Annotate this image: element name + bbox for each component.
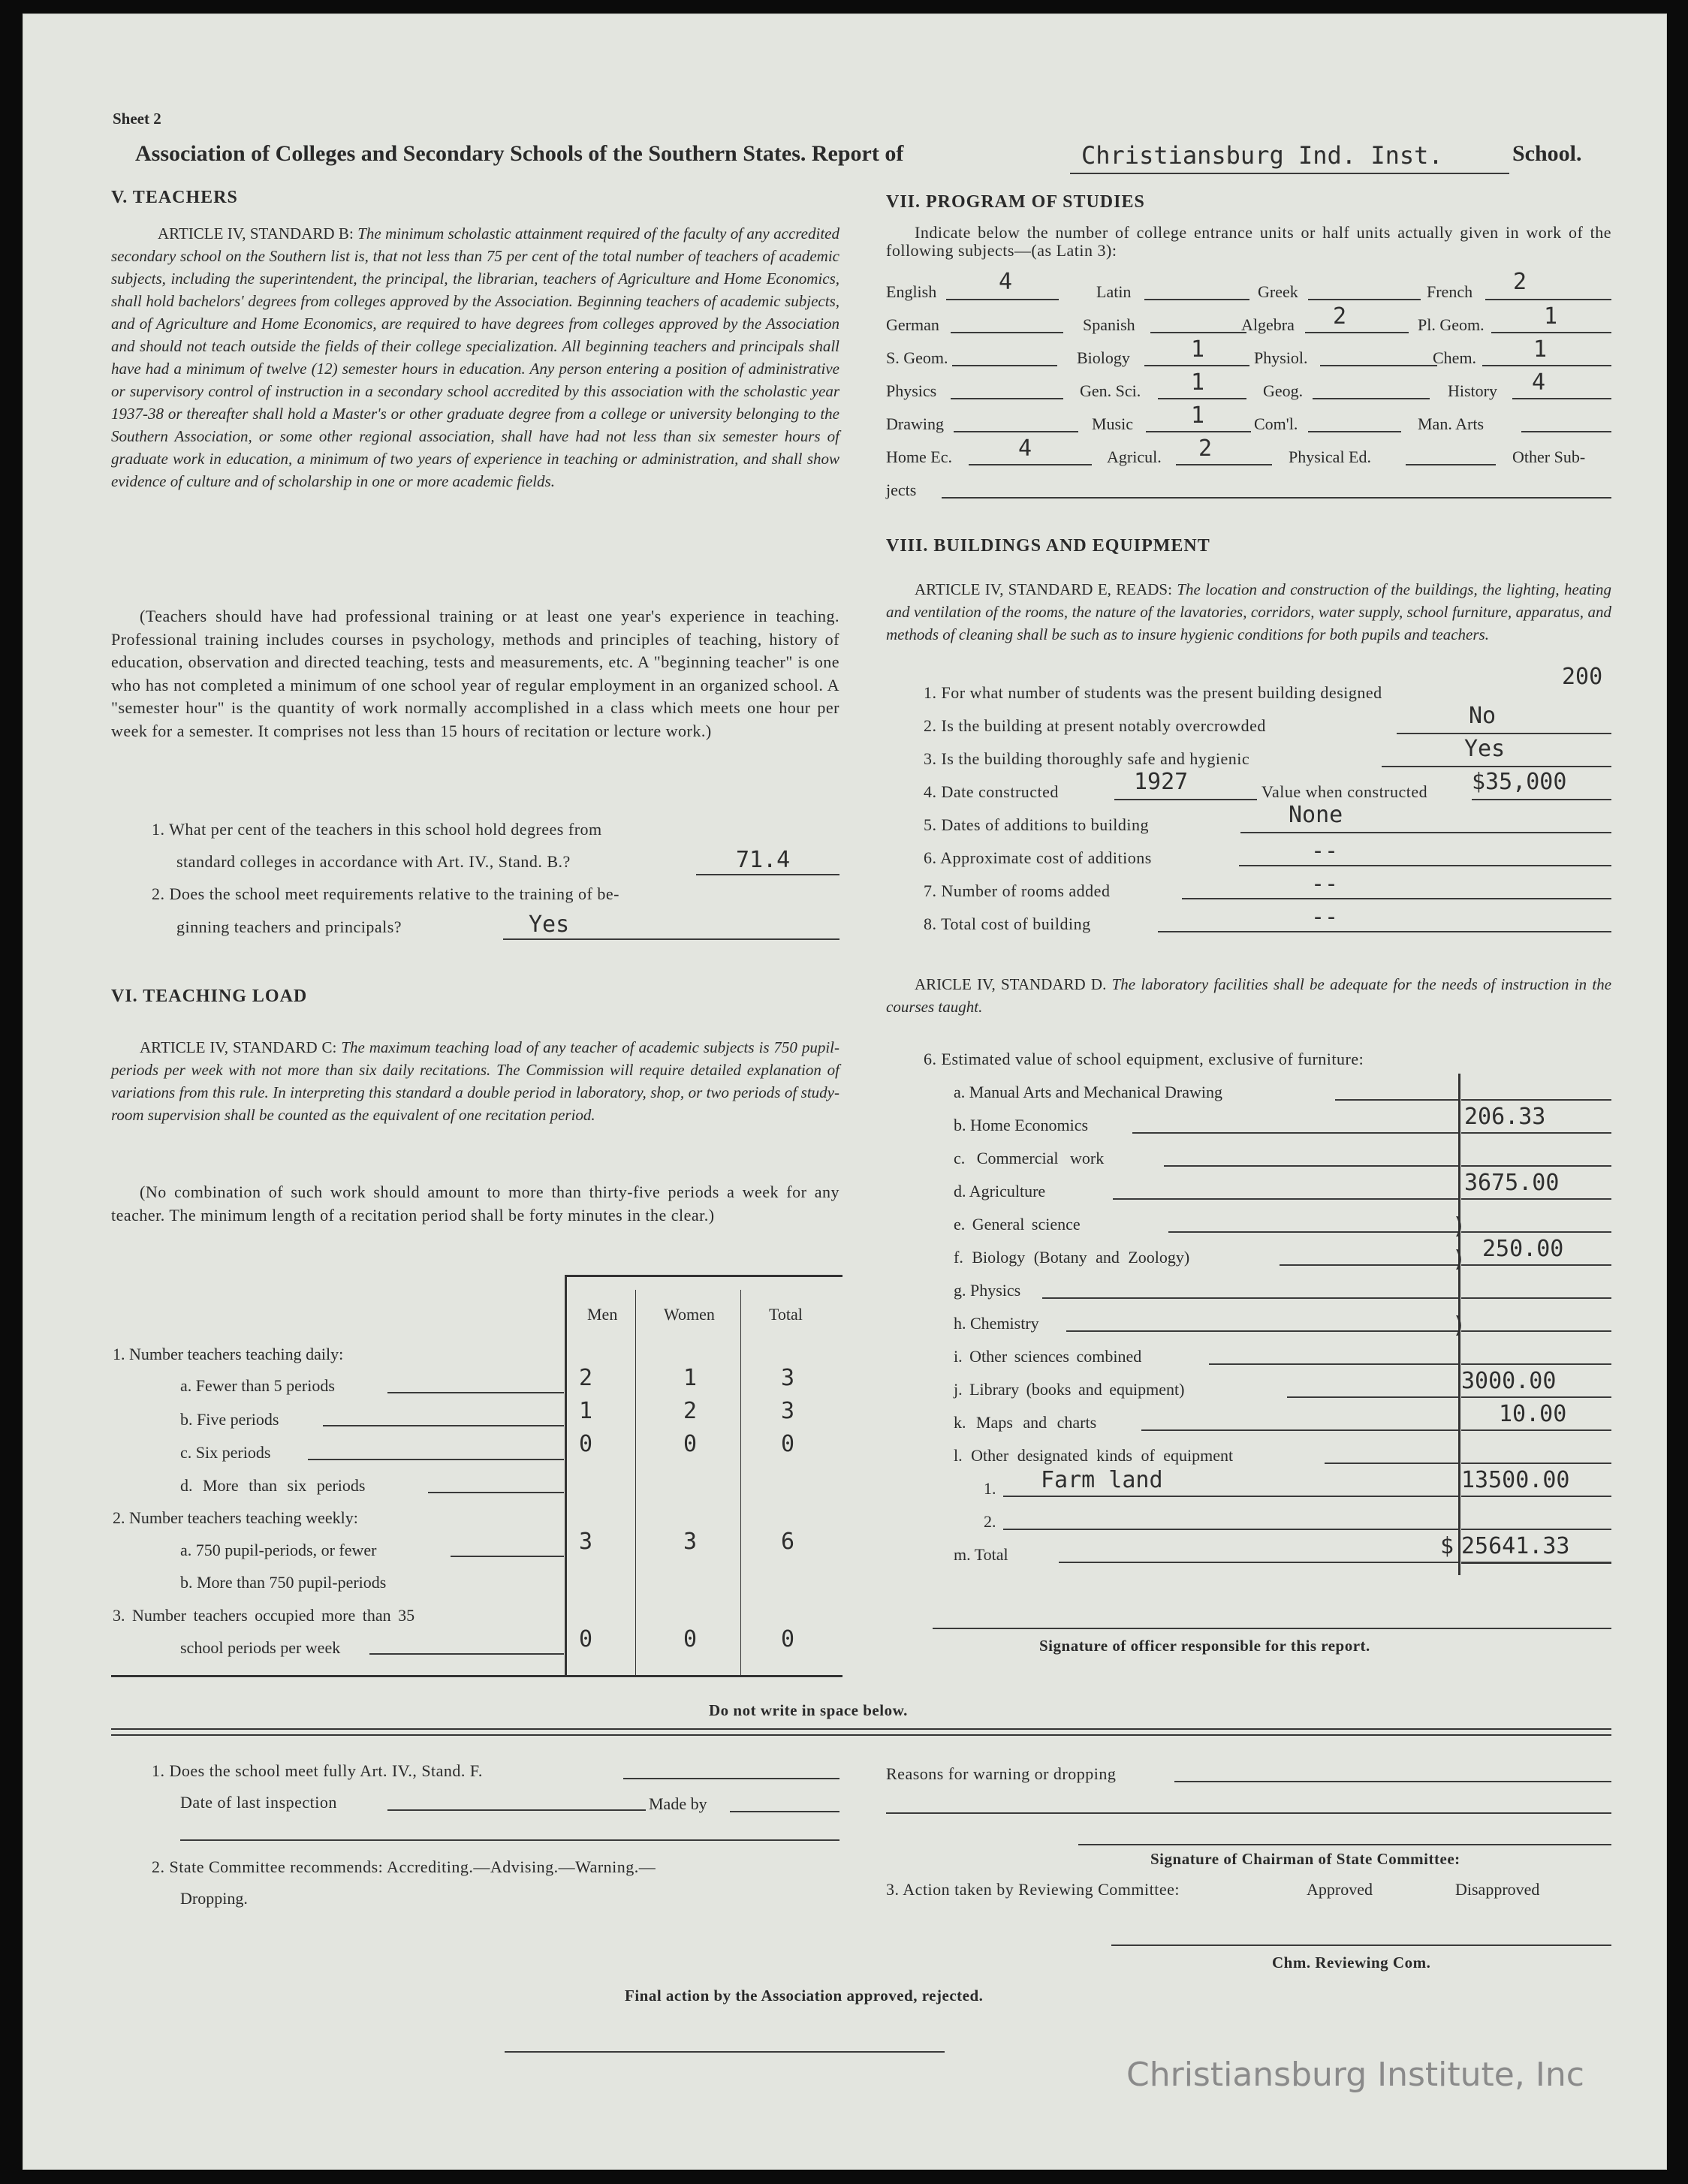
subject-line <box>1313 398 1430 399</box>
load-row-line <box>428 1492 564 1493</box>
subject-pl-geom-value: 1 <box>1544 303 1558 330</box>
subject-pl-geom: Pl. Geom. <box>1418 315 1485 334</box>
subject-line <box>1512 398 1611 399</box>
brace-mark: ) <box>1452 1213 1466 1240</box>
equipment-value-line <box>1461 1529 1611 1530</box>
subject-physiol: Physiol. <box>1254 348 1308 367</box>
equipment-value-line <box>1461 1099 1611 1101</box>
q2-answer: Yes <box>529 911 570 938</box>
load-row-line <box>323 1425 564 1426</box>
equipment-line <box>1113 1198 1458 1200</box>
subject-english: English <box>886 282 937 301</box>
equipment-line <box>1280 1264 1458 1266</box>
equipment-value-line <box>1461 1463 1611 1464</box>
load-row-label: b. Five periods <box>180 1410 279 1429</box>
subject-line <box>1482 365 1611 366</box>
subject-line <box>1144 365 1249 366</box>
load-table-rule-1 <box>635 1290 636 1676</box>
building-q2: 2. Is the building at present notably overcrowded <box>924 716 1266 735</box>
subject-greek: Greek <box>1258 282 1298 301</box>
q2-answer-line <box>503 938 839 940</box>
load-row-label: 2. Number teachers teaching weekly: <box>113 1508 358 1527</box>
subject-line <box>1146 431 1251 432</box>
load-row-total: 0 <box>781 1626 795 1652</box>
load-row-line <box>387 1392 564 1393</box>
q1-answer-line <box>696 874 839 875</box>
equipment-line <box>1003 1496 1458 1497</box>
teaching-load-standard-label: ARTICLE IV, STANDARD C: <box>140 1038 337 1056</box>
program-heading: VII. PROGRAM OF STUDIES <box>886 192 1145 212</box>
col-total: Total <box>769 1305 803 1324</box>
subject-agricul-value: 2 <box>1198 435 1213 462</box>
subject-jects: jects <box>886 480 917 499</box>
building-line <box>1114 799 1257 800</box>
subject-drawing: Drawing <box>886 414 944 433</box>
equipment-item: e. General science <box>954 1215 1081 1234</box>
load-row-label: 3. Number teachers occupied more than 35 <box>113 1606 415 1625</box>
equipment-item: j. Library (books and equipment) <box>954 1380 1185 1399</box>
equipment-total-value: 25641.33 <box>1461 1533 1570 1559</box>
load-row-label: c. Six periods <box>180 1443 271 1462</box>
teaching-load-note: (No combination of such work should amount to more than thirty-five periods a week for any teacher. The minimum length of a recitation period shall be forty minutes in the clear.) <box>111 1182 839 1225</box>
equipment-value-line <box>1461 1165 1611 1167</box>
equipment-value-line <box>1461 1429 1611 1431</box>
equipment-value-line <box>1461 1396 1611 1398</box>
teachers-standard-b <box>111 222 839 493</box>
lab-standard-label: ARICLE IV, STANDARD D. <box>915 975 1107 993</box>
equipment-line <box>1066 1330 1458 1332</box>
brace-mark: ) <box>1452 1246 1466 1273</box>
load-table-rule-2 <box>740 1290 741 1676</box>
other-equipment-1-text: Farm land <box>1041 1467 1163 1493</box>
last-inspection-line[interactable] <box>387 1809 646 1811</box>
equipment-value-line <box>1461 1496 1611 1497</box>
load-row-total: 0 <box>781 1431 795 1457</box>
building-line <box>1182 898 1611 899</box>
final-action-line[interactable] <box>505 2051 945 2053</box>
building-q8: 8. Total cost of building <box>924 914 1091 933</box>
sheet-number: Sheet 2 <box>113 110 161 128</box>
other-equipment-1-value: 13500.00 <box>1461 1467 1570 1493</box>
subject-music-value: 1 <box>1191 402 1205 429</box>
subject-biology-value: 1 <box>1191 336 1205 363</box>
load-row-women: 1 <box>683 1365 698 1391</box>
footer-chm-review: Chm. Reviewing Com. <box>1272 1954 1431 1972</box>
building-q4: 4. Date constructed <box>924 782 1059 801</box>
buildings-standard-text: The location and construction of the buildings, the lighting, heating and ventilation of the rooms, the nature of the lavatories, corridors, water supply, school furniture, apparatus, and methods of cleaning shall be such as to insure hygienic conditions for both pupils and teachers. <box>886 580 1611 643</box>
load-row-women: 0 <box>683 1431 698 1457</box>
footer-final-action: Final action by the Association approved, rejected. <box>625 1987 984 2005</box>
lab-standard-d <box>886 973 1611 1018</box>
subject-history-value: 4 <box>1532 369 1546 396</box>
subject-coml: Com'l. <box>1254 414 1298 433</box>
footer-approved: Approved <box>1307 1880 1373 1899</box>
subject-s-geom: S. Geom. <box>886 348 948 367</box>
load-row-women: 3 <box>683 1529 698 1555</box>
q1-answer: 71.4 <box>736 847 791 873</box>
subject-man-arts: Man. Arts <box>1418 414 1484 433</box>
document-page <box>23 14 1667 2170</box>
equipment-item: c. Commercial work <box>954 1149 1105 1167</box>
subject-gen-sci-value: 1 <box>1191 369 1205 396</box>
chairman-signature-line[interactable] <box>1078 1844 1611 1845</box>
load-row-line <box>369 1653 564 1655</box>
footer-q3: 3. Action taken by Reviewing Committee: <box>886 1880 1180 1899</box>
equipment-value-line <box>1461 1562 1611 1564</box>
teachers-heading: V. TEACHERS <box>111 188 238 207</box>
load-row-line <box>451 1556 564 1557</box>
subject-line <box>954 431 1078 432</box>
load-row-total: 6 <box>781 1529 795 1555</box>
equipment-item: g. Physics <box>954 1281 1021 1300</box>
building-value-label: Value when constructed <box>1261 782 1428 801</box>
teachers-note: (Teachers should have had professional training or at least one year's experience in teaching. Professional training includes courses in psychology, methods and principles of teaching, history of education, observation and directed teaching, tests and measurements, etc. A "beginning teacher" is one who has not completed a minimum of one school year of regular employment in an organized school. A "semester hour" is the quantity of work normally accomplished in a class which meets one hour per week for a semester. It comprises not less than 15 hours of recitation or lecture work.) <box>111 607 839 740</box>
school-name-line <box>1070 173 1509 174</box>
equipment-item: f. Biology (Botany and Zoology) <box>954 1248 1190 1267</box>
subject-line <box>1308 299 1421 300</box>
load-table-top-rule <box>565 1275 842 1277</box>
equipment-total-currency: $ <box>1440 1533 1454 1559</box>
subject-line <box>942 497 1611 499</box>
subject-chem-value: 1 <box>1533 336 1548 363</box>
footer-made-by: Made by <box>649 1794 707 1813</box>
subject-french-value: 2 <box>1513 269 1527 295</box>
subject-biology: Biology <box>1077 348 1130 367</box>
subject-algebra: Algebra <box>1241 315 1295 334</box>
lab-standard-text: The laboratory facilities shall be adequate for the needs of instruction in the courses taught. <box>886 975 1612 1016</box>
load-table-bottom-rule <box>111 1675 842 1677</box>
reviewing-signature-line[interactable] <box>1111 1945 1611 1946</box>
building-q3: 3. Is the building thoroughly safe and hygienic <box>924 749 1250 768</box>
teachers-q1-line1: 1. What per cent of the teachers in this school hold degrees from <box>152 820 602 839</box>
reasons-line[interactable] <box>1174 1781 1611 1782</box>
subject-french: French <box>1427 282 1473 301</box>
load-table-left-rule <box>565 1275 567 1676</box>
teachers-standard-label: ARTICLE IV, STANDARD B: <box>158 224 354 242</box>
building-line <box>1240 832 1611 833</box>
equipment-line <box>1325 1463 1458 1464</box>
load-row-line <box>308 1459 564 1460</box>
buildings-standard-label: ARTICLE IV, STANDARD E, READS: <box>915 580 1172 598</box>
subject-line <box>1485 299 1611 300</box>
subject-physics: Physics <box>886 381 937 400</box>
equipment-line <box>1059 1562 1458 1563</box>
subject-line <box>1176 464 1272 465</box>
officer-signature-line[interactable] <box>933 1628 1611 1629</box>
equipment-value: 206.33 <box>1464 1104 1546 1130</box>
teachers-q1-line2: standard colleges in accordance with Art. IV., Stand. B.? <box>176 852 571 871</box>
building-line <box>1397 733 1611 734</box>
do-not-write: Do not write in space below. <box>709 1701 908 1719</box>
equipment-line <box>1132 1132 1458 1134</box>
subject-agricul: Agricul. <box>1107 447 1162 466</box>
subject-home-ec: Home Ec. <box>886 447 952 466</box>
equipment-value: 250.00 <box>1482 1236 1564 1262</box>
equipment-value-line <box>1461 1363 1611 1365</box>
subject-line <box>952 365 1057 366</box>
footer-disapproved: Disapproved <box>1455 1880 1540 1899</box>
equipment-line <box>1042 1297 1458 1299</box>
equipment-item: b. Home Economics <box>954 1116 1089 1134</box>
equipment-item: d. Agriculture <box>954 1182 1046 1200</box>
building-q8-answer: -- <box>1311 904 1339 930</box>
equipment-value: 3675.00 <box>1464 1170 1560 1196</box>
report-title: Association of Colleges and Secondary Schools of the Southern States. Report of <box>135 141 904 166</box>
teachers-standard-text: The minimum scholastic attainment required of the faculty of any accredited secondary school on the Southern list is, that not less than 75 per cent of the total number of teachers of academic subjects, including the superintendent, the principal, the librarian, teachers of Agriculture and Home Economics, shall hold bachelors' degrees from colleges approved by the Association. Beginning teachers of academic subjects, and of Agriculture and Home Economics, are required to have degrees from colleges approved by the Association and should not teach outside the fields of their college specialization. All beginning teachers and principals shall have had a minimum of twelve (12) semester hours in education. Any person entering a position of administrative or supervisory control of instruction in a secondary school accredited by this association with the scholastic year 1937-38 or thereafter shall hold a Master's or other graduate degree from a college or university belonging to the Southern Association, or some other regional association, shall have had not less than six semester hours of graduate work in education, a minimum of two years of experience in teaching or administration, and shall show evidence of culture and of scholarship in one or more academic fields. <box>111 224 839 490</box>
equipment-value-line <box>1461 1231 1611 1233</box>
equipment-value-line <box>1461 1264 1611 1266</box>
other-equipment-1-label: 1. <box>984 1479 996 1498</box>
equipment-item: h. Chemistry <box>954 1314 1039 1333</box>
building-q1: 1. For what number of students was the present building designed <box>924 683 1382 702</box>
load-row-label: d. More than six periods <box>180 1476 366 1495</box>
subject-home-ec-value: 4 <box>1018 435 1032 462</box>
teaching-load-standard-text: The maximum teaching load of any teacher of academic subjects is 750 pupil-periods per week with not more than six daily recitations. The Commission will require detailed explanation of variations from this rule. In interpreting this standard a double period in laboratory, shop, or two periods of study-room supervision shall be counted as the equivalent of one recitation period. <box>111 1038 840 1124</box>
subject-geog: Geog. <box>1263 381 1304 400</box>
equipment-value-line <box>1461 1198 1611 1200</box>
equipment-value-line <box>1461 1330 1611 1332</box>
buildings-standard-e <box>886 578 1611 646</box>
subject-line <box>951 398 1063 399</box>
subject-spanish: Spanish <box>1083 315 1135 334</box>
subject-latin: Latin <box>1096 282 1132 301</box>
load-row-total: 3 <box>781 1398 795 1424</box>
building-q2-answer: No <box>1469 703 1497 729</box>
subject-history: History <box>1448 381 1497 400</box>
load-row-men: 1 <box>579 1398 593 1424</box>
col-women: Women <box>664 1305 715 1324</box>
building-q5-answer: None <box>1289 802 1343 828</box>
teaching-load-standard-c <box>111 1036 839 1126</box>
officer-signature-caption: Signature of officer responsible for this report. <box>1039 1637 1370 1655</box>
subject-physical-ed: Physical Ed. <box>1289 447 1371 466</box>
subject-music: Music <box>1092 414 1133 433</box>
subject-line <box>1144 299 1249 300</box>
building-q5: 5. Dates of additions to building <box>924 815 1150 834</box>
equipment-line <box>1209 1363 1458 1365</box>
teachers-q2-line2: ginning teachers and principals? <box>176 917 402 936</box>
buildings-heading: VIII. BUILDINGS AND EQUIPMENT <box>886 536 1210 556</box>
load-row-women: 2 <box>683 1398 698 1424</box>
load-row-label: a. Fewer than 5 periods <box>180 1376 335 1395</box>
load-row-label: 1. Number teachers teaching daily: <box>113 1345 344 1363</box>
building-q6-answer: -- <box>1311 838 1339 864</box>
subject-line <box>1308 431 1401 432</box>
equipment-line <box>1141 1429 1458 1431</box>
footer-q1: 1. Does the school meet fully Art. IV., Stand. F. <box>152 1761 483 1780</box>
made-by-line[interactable] <box>730 1811 839 1812</box>
building-value-answer: $35,000 <box>1472 769 1567 795</box>
subject-german: German <box>886 315 939 334</box>
footer-rule <box>111 1728 1611 1730</box>
brace-mark: ) <box>1452 1312 1466 1339</box>
footer-q2: 2. State Committee recommends: Accrediting.—Advising.—Warning.— <box>152 1857 656 1876</box>
building-q6: 6. Approximate cost of additions <box>924 848 1152 867</box>
footer-q1-line[interactable] <box>623 1778 839 1779</box>
footer-q2-cont: Dropping. <box>180 1889 248 1908</box>
equipment-item: i. Other sciences combined <box>954 1347 1142 1366</box>
load-row-label: b. More than 750 pupil-periods <box>180 1573 387 1592</box>
equipment-line <box>1168 1231 1458 1233</box>
subject-line <box>1521 431 1611 432</box>
subject-chem: Chem. <box>1433 348 1477 367</box>
footer-rule-2 <box>111 1734 1611 1736</box>
building-q4-answer: 1927 <box>1134 769 1189 795</box>
subject-line <box>1320 365 1437 366</box>
equipment-item: k. Maps and charts <box>954 1413 1097 1432</box>
equipment-line <box>1287 1396 1458 1398</box>
building-line <box>1382 766 1611 767</box>
footer-chairman-sig: Signature of Chairman of State Committee: <box>1150 1850 1460 1868</box>
equipment-line <box>1003 1529 1458 1530</box>
building-q3-answer: Yes <box>1464 736 1506 762</box>
footer-reasons: Reasons for warning or dropping <box>886 1764 1117 1783</box>
building-q1-answer: 200 <box>1562 664 1603 690</box>
load-row-men: 3 <box>579 1529 593 1555</box>
program-intro: Indicate below the number of college entrance units or half units actually given in work of the following subjects—(as Latin 3): <box>886 223 1611 260</box>
other-equipment-2-label: 2. <box>984 1512 996 1531</box>
equipment-value-line <box>1461 1297 1611 1299</box>
subject-line <box>1406 464 1496 465</box>
equipment-item: l. Other designated kinds of equipment <box>954 1446 1234 1465</box>
lab-intro: 6. Estimated value of school equipment, exclusive of furniture: <box>924 1050 1364 1068</box>
load-row-men: 0 <box>579 1431 593 1457</box>
equipment-total-label: m. Total <box>954 1545 1008 1564</box>
school-name: Christiansburg Ind. Inst. <box>1081 141 1443 170</box>
equipment-item: a. Manual Arts and Mechanical Drawing <box>954 1083 1222 1101</box>
building-q7: 7. Number of rooms added <box>924 881 1111 900</box>
subject-line <box>946 299 1059 300</box>
teaching-load-heading: VI. TEACHING LOAD <box>111 987 308 1006</box>
subject-line <box>951 332 1063 333</box>
subject-line <box>1158 398 1246 399</box>
load-row-label: a. 750 pupil-periods, or fewer <box>180 1541 377 1559</box>
subject-line <box>1305 332 1409 333</box>
subject-line <box>1491 332 1611 333</box>
subject-english-value: 4 <box>999 269 1013 295</box>
equipment-line <box>1164 1165 1458 1167</box>
equipment-value: 3000.00 <box>1461 1368 1557 1394</box>
reasons-line-2[interactable] <box>886 1812 1611 1814</box>
col-men: Men <box>587 1305 618 1324</box>
load-row-men: 2 <box>579 1365 593 1391</box>
teachers-q2-line1: 2. Does the school meet requirements relative to the training of be- <box>152 884 619 903</box>
subject-algebra-value: 2 <box>1333 303 1347 330</box>
load-row-label: school periods per week <box>180 1638 341 1657</box>
load-row-men: 0 <box>579 1626 593 1652</box>
load-row-total: 3 <box>781 1365 795 1391</box>
title-suffix: School. <box>1512 141 1582 166</box>
footer-blank-line[interactable] <box>180 1839 839 1841</box>
subject-line <box>1150 332 1246 333</box>
footer-last-inspection: Date of last inspection <box>180 1793 337 1812</box>
subject-line <box>969 464 1092 465</box>
watermark: Christiansburg Institute, Inc <box>1126 2056 1584 2094</box>
subject-other: Other Sub- <box>1512 447 1586 466</box>
building-q7-answer: -- <box>1311 871 1339 897</box>
load-row-women: 0 <box>683 1626 698 1652</box>
building-line <box>1472 799 1611 800</box>
building-line <box>1239 865 1611 866</box>
equipment-line <box>1335 1099 1458 1101</box>
subject-gen-sci: Gen. Sci. <box>1080 381 1141 400</box>
equipment-value-line <box>1461 1132 1611 1134</box>
building-line <box>1158 931 1611 932</box>
equipment-value: 10.00 <box>1499 1401 1567 1427</box>
